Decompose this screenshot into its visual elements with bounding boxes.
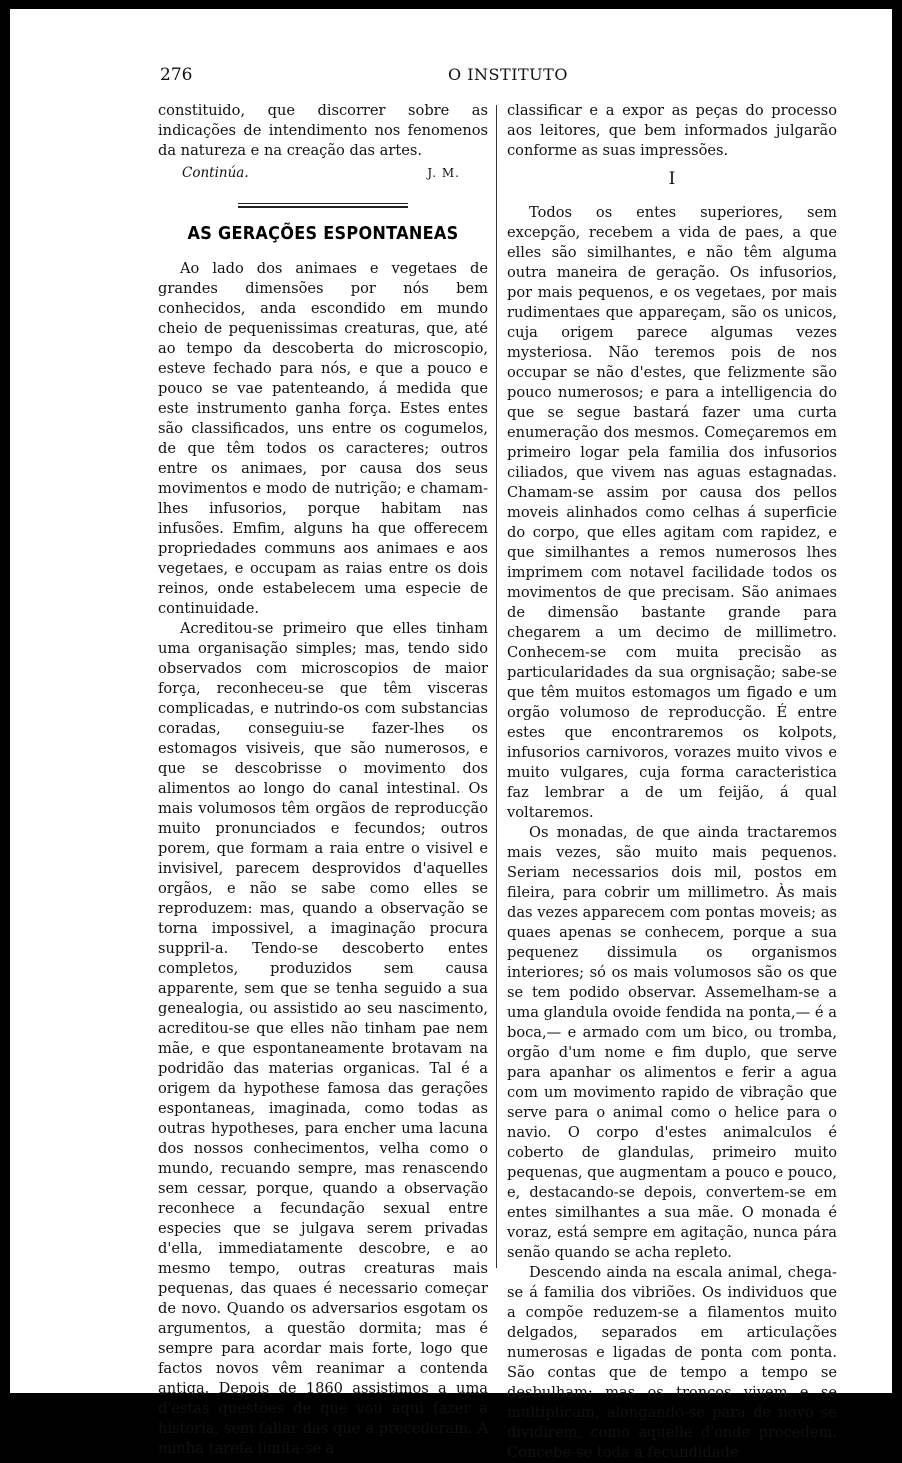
article-paragraph: Ao lado dos animaes e vegetaes de grandes dimensões por nós bem conhecidos, anda escondido em mundo cheio de pequenissimas creaturas, que, até ao tempo da descoberta do microscopio, esteve fechado para nós, e que a pouco e pouco se vae patenteando, á medida que este instrumento ganha força. Estes entes são classificados, uns entre os cogumelos, de que têm todos os caracteres; outros entre os animaes, por causa dos seus movimentos e modo de nutrição; e chamam-lhes infusorios, porque habitam nas infusões. Emfim, alguns ha que offerecem propriedades communs aos animaes e aos vegetaes, e occupam as raias entre os dois reinos, onde estabelecem uma especie de continuidade. [158, 260, 488, 617]
section-numeral: I [668, 169, 676, 189]
running-title: O INSTITUTO [448, 65, 568, 84]
page-number: 276 [160, 65, 193, 85]
article-paragraph: Acreditou-se primeiro que elles tinham uma organisação simples; mas, tendo sido observados com microscopios de maior força, reconheceu-se que têm visceras complicadas, e nutrindo-os com substancias coradas, conseguiu-se fazer-lhes os estomagos visiveis, que são numerosos, e que se descobrisse o movimento dos alimentos ao longo do canal intestinal. Os mais volumosos têm orgãos de reproducção muito pronunciados e fecundos; outros porem, que formam a raia entre o visivel e invisivel, parecem desprovidos d'aquelles orgãos, e não se sabe como elles se reproduzem: mas, quando a observação se torna impossivel, a imaginação procura suppril-a. Tendo-se descoberto entes completos, produzidos sem causa apparente, sem que se tenha seguido a sua genealogia, ou assistido ao seu nascimento, acreditou-se que elles não tinham pae nem mãe, e que espontaneamente brotavam na podridão das materias organicas. Tal é a origem da hypothese famosa das gerações espontaneas, imaginada, como todas as outras hypotheses, para encher uma lacuna dos nossos conhecimentos, velha como o mundo, recuando sempre, mas renascendo sem cessar, porque, quando a observação reconhece a fecundação sexual entre especies que se julgava serem privadas d'ella, immediatamente descobre, e ao mesmo tempo, outras creaturas mais pequenas, das quaes é necessario começar de novo. Quando os adversarios esgotam os argumentos, a questão dormita; mas é sempre para acordar mais forte, logo que factos novos vêm reanimar a contenda antiga. Depois de 1860 assistimos a uma d'estas questões de que vou aqui fazer a historia, sem fallar das que a precederam. A minha tarefa limita-se a [158, 620, 488, 1457]
separator-thick-rule [238, 206, 408, 208]
author-initials: J. M. [427, 166, 460, 180]
section-paragraph: Os monadas, de que ainda tractaremos mais vezes, são muito mais pequenos. Seriam necessarios dois mil, postos em fileira, para cobrir um millimetro. Às mais das vezes apparecem com pontas moveis; as quaes apenas se conhecem, porque a sua pequenez dissimula os organismos interiores; só os mais volumosos são os que se tem podido observar. Assemelham-se a uma glandula ovoide fendida na ponta,— é a boca,— e armado com um bico, ou tromba, orgão d'um nome e fim duplo, que serve para apanhar os alimentos e ferir a agua com um movimento rapido de vibração que serve para o animal como o helice para o navio. O corpo d'estes animalculos é coberto de glandulas, primeiro muito pequenas, que augmentam a pouco e pouco, e, destacando-se depois, convertem-se em entes similhantes a sua mãe. O monada é voraz, está sempre em agitação, nunca pára senão quando se acha repleto. [507, 824, 837, 1261]
article-title: AS GERAÇÕES ESPONTANEAS [187, 224, 459, 244]
continua-note: Continúa. [182, 165, 249, 181]
section-paragraph: Descendo ainda na escala animal, chega-se á familia dos vibriões. Os individuos que a compõe reduzem-se a filamentos muito delgados, separados em articulações numerosas e ligadas de ponta com ponta. São contas que de tempo a tempo se desbulham; mas os troncos vivem e se multiplicam, alongando-se para de novo se dividirem, como aquelle d'onde procedem. Concebe-se toda a fecundidade [507, 1264, 837, 1461]
section-paragraph: Todos os entes superiores, sem excepção, recebem a vida de paes, a que elles são similhantes, e não têm alguma outra maneira de geração. Os infusorios, por mais pequenos, e os vegetaes, por mais rudimentaes que appareçam, são os unicos, cuja origem parece algumas vezes mysteriosa. Não teremos pois de nos occupar se não d'estes, que felizmente são pouco numerosos; e para a intelligencia do que se segue bastará fazer uma curta enumeração dos mesmos. Começaremos em primeiro logar pela familia dos infusorios ciliados, que vivem nas aguas estagnadas. Chamam-se assim por causa dos pellos moveis alinhados como celhas á superficie do corpo, que elles agitam com rapidez, e que similhantes a remos numerosos lhes imprimem com notavel facilidade todos os movimentos de que precisam. São animaes de dimensão bastante grande para chegarem a um decimo de millimetro. Conhecem-se com muita precisão as particularidades da sua orgnisação; sabe-se que têm muitos estomagos um figado e um orgão volumoso de reproducção. É entre estes que encontraremos os kolpots, infusorios carnivoros, vorazes muito vivos e muito vulgares, cuja forma caracteristica faz lembrar a de um feijão, á qual voltaremos. [507, 204, 837, 821]
left-column [158, 101, 488, 1459]
previous-article-signoff [158, 163, 488, 185]
previous-article-closing: constituido, que discorrer sobre as indicações de intendimento nos fenomenos da natureza e na creação das artes. [158, 102, 488, 159]
column-divider [496, 105, 497, 1268]
article-paragraph: classificar e a expor as peças do processo aos leitores, que bem informados julgarão conforme as suas impressões. [507, 102, 837, 159]
running-header [160, 65, 836, 87]
separator-thin-rule [238, 203, 408, 204]
page [10, 9, 892, 1461]
right-column [507, 101, 837, 1463]
article-separator [238, 203, 408, 208]
